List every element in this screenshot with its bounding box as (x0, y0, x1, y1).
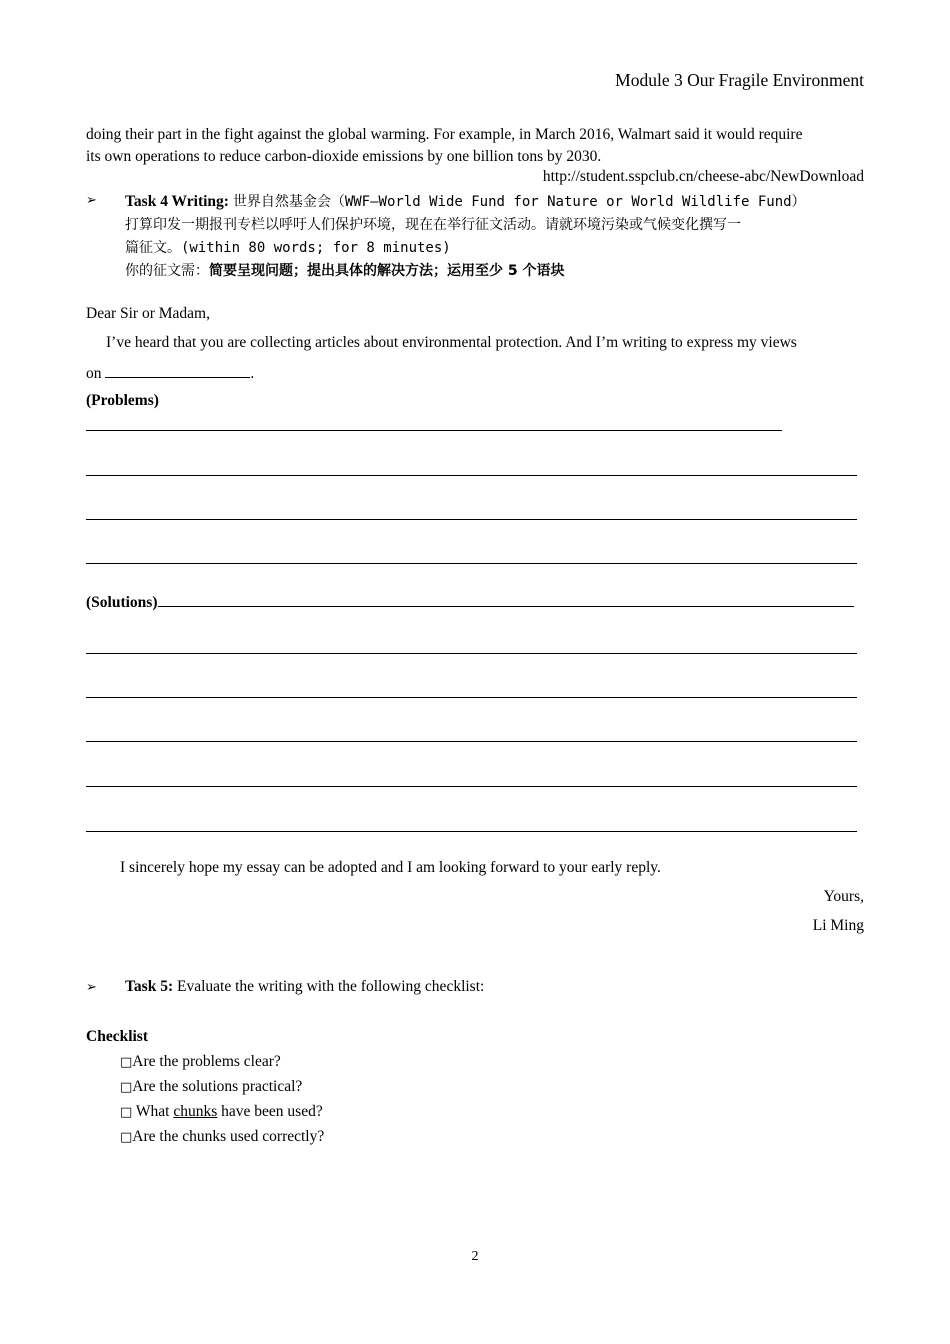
solutions-writing-line-5[interactable] (86, 831, 857, 832)
problems-writing-line-1[interactable] (86, 430, 782, 431)
checklist-item-3-text-b: have been used? (221, 1103, 323, 1120)
task4-req-bold: 简要呈现问题；提出具体的解决方法；运用至少 5 个语块 (209, 263, 565, 279)
checklist-item-2-text: Are the solutions practical? (132, 1078, 303, 1095)
solutions-writing-line-3[interactable] (86, 741, 857, 742)
letter-sign-off: Yours, (823, 888, 864, 905)
letter-opening-line-2 (86, 363, 254, 383)
task5-heading (125, 978, 484, 996)
checkbox-icon[interactable]: □ (120, 1105, 133, 1120)
task5-bullet-icon: ➢ (86, 980, 97, 995)
task4-requirements (125, 260, 565, 280)
opening-on-text: on (86, 365, 102, 382)
solutions-label: (Solutions) (86, 594, 158, 611)
chunks-underlined-text: chunks (173, 1103, 218, 1120)
checklist-item-3 (120, 1103, 323, 1121)
checklist-item-1 (120, 1053, 281, 1071)
solutions-row (86, 592, 854, 612)
checklist-item-4 (120, 1128, 324, 1146)
task4-line-3: 篇征文。(within 80 words; for 8 minutes) (125, 240, 451, 256)
letter-opening-line-1: I’ve heard that you are collecting articles about environmental protection. And I’m writing to express my views (106, 334, 797, 351)
letter-signature-name: Li Ming (812, 917, 864, 934)
task4-bullet-icon: ➢ (86, 193, 97, 208)
opening-period: . (250, 365, 255, 382)
intro-line-1: doing their part in the fight against the global warming. For example, in March 2016, Walmart said it would require (86, 126, 803, 143)
solutions-writing-line-0[interactable] (158, 592, 854, 607)
task4-label: Task 4 Writing: (125, 193, 229, 210)
solutions-writing-line-4[interactable] (86, 786, 857, 787)
source-url: http://student.sspclub.cn/cheese-abc/NewDownload (542, 168, 864, 185)
checklist-item-1-text: Are the problems clear? (132, 1053, 281, 1070)
page-number: 2 (471, 1249, 479, 1264)
problems-writing-line-3[interactable] (86, 519, 857, 520)
page-header-title: Module 3 Our Fragile Environment (615, 70, 864, 90)
solutions-writing-line-1[interactable] (86, 653, 857, 654)
problems-label: (Problems) (86, 392, 159, 409)
problems-writing-line-4[interactable] (86, 563, 857, 564)
task4-req-prefix: 你的征文需： (125, 263, 209, 279)
task4-line-2: 打算印发一期报刊专栏以呼吁人们保护环境，现在在举行征文活动。请就环境污染或气候变化撰写一 (125, 217, 741, 233)
checklist-item-4-text: Are the chunks used correctly? (132, 1128, 325, 1145)
problems-writing-line-2[interactable] (86, 475, 857, 476)
task4-heading-line (125, 191, 806, 211)
checkbox-icon[interactable]: □ (120, 1055, 133, 1070)
checkbox-icon[interactable]: □ (120, 1080, 133, 1095)
checklist-item-3-text-a: What (135, 1103, 170, 1120)
checklist-title: Checklist (86, 1028, 148, 1045)
task5-text: Evaluate the writing with the following checklist: (176, 978, 485, 995)
task5-label: Task 5: (125, 978, 174, 995)
letter-greeting: Dear Sir or Madam, (86, 305, 210, 322)
task4-line-1: 世界自然基金会（WWF—World Wide Fund for Nature or World Wildlife Fund） (232, 194, 806, 210)
intro-paragraph (86, 124, 866, 168)
checkbox-icon[interactable]: □ (120, 1130, 133, 1145)
solutions-writing-line-2[interactable] (86, 697, 857, 698)
letter-closing: I sincerely hope my essay can be adopted and I am looking forward to your early reply. (120, 859, 661, 876)
topic-blank[interactable] (105, 363, 250, 378)
intro-line-2: its own operations to reduce carbon-dioxide emissions by one billion tons by 2030. (86, 148, 602, 165)
checklist-item-2 (120, 1078, 302, 1096)
